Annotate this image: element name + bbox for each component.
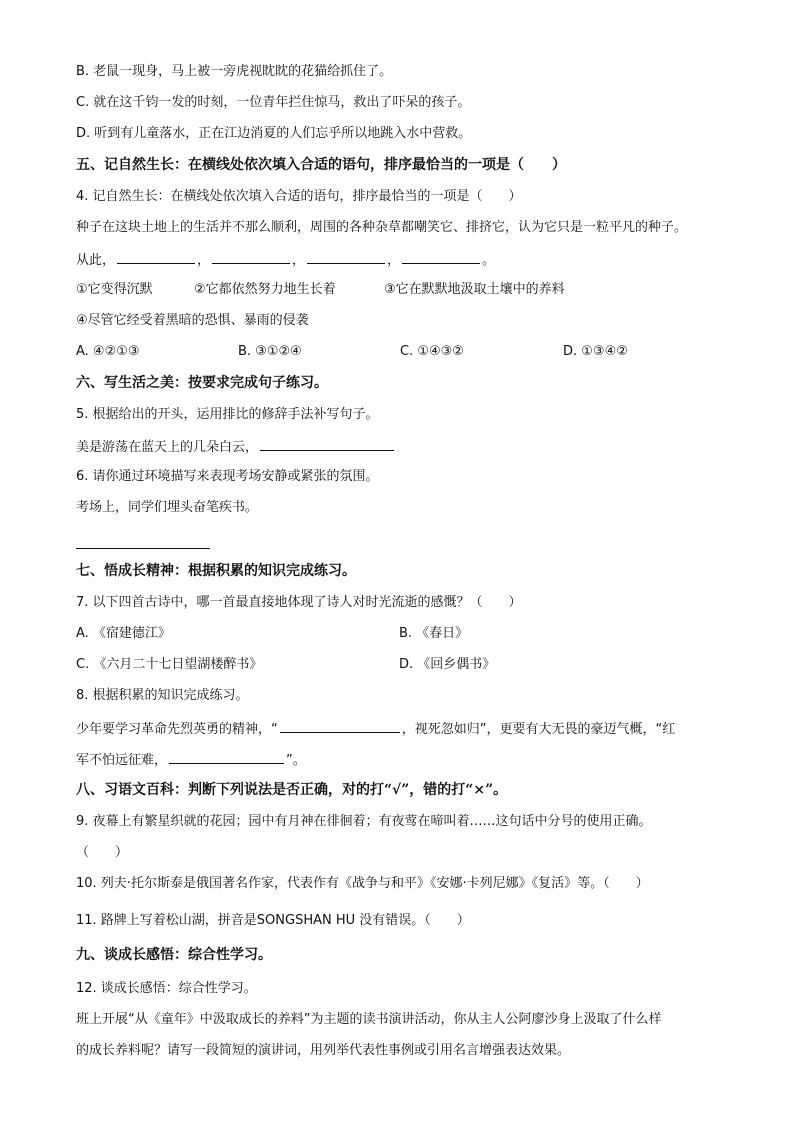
q9-stem: 9. 夜幕上有繁星织就的花园；园中有月神在徘徊着；有夜莺在啼叫着……这句话中分号的使用正确。 — [76, 814, 652, 829]
q8-line-1 — [76, 719, 675, 739]
q4-option-c: C. ①④③② — [400, 344, 464, 359]
q5-line — [76, 437, 396, 457]
q12-stem: 12. 谈成长感悟：综合性学习。 — [76, 981, 257, 996]
q4-from: 从此， — [76, 253, 116, 268]
q9-answer-paren[interactable]: （ ） — [76, 845, 129, 860]
q8-blank-1[interactable] — [280, 719, 400, 733]
q4-blank-2[interactable] — [212, 250, 290, 264]
q7-option-b: B. 《春日》 — [399, 626, 469, 641]
q3-option-b: B. 老鼠一现身，马上被一旁虎视眈眈的花猫给抓住了。 — [76, 64, 393, 79]
q4-blank-4[interactable] — [402, 250, 480, 264]
q4-passage: 种子在这块土地上的生活并不那么顺利，周围的各种杂草都嘲笑它、排挤它，认为它只是一粒平凡的种子。 — [76, 220, 688, 235]
section-8-heading: 八、习语文百科：判断下列说法是否正确，对的打“√”，错的打“×”。 — [76, 782, 508, 798]
q4-comma-1: ， — [197, 253, 211, 268]
q4-item-3: ③它在默默地汲取土壤中的养料 — [384, 282, 565, 297]
q5-stem: 5. 根据给出的开头，运用排比的修辞手法补写句子。 — [76, 407, 379, 422]
q8-text-1: 少年要学习革命先烈英勇的精神，“ — [76, 722, 278, 737]
q6-answer-line[interactable] — [76, 548, 210, 549]
q8-blank-2[interactable] — [169, 750, 284, 764]
q10-stem: 10. 列夫·托尔斯泰是俄国著名作家，代表作有《战争与和平》《安娜·卡列尼娜》《复活》等。（ ） — [76, 876, 649, 891]
q3-option-d: D. 听到有儿童落水，正在江边消夏的人们忘乎所以地跳入水中营救。 — [76, 126, 472, 141]
section-7-heading: 七、悟成长精神：根据积累的知识完成练习。 — [76, 563, 356, 579]
q7-option-a: A. 《宿建德江》 — [76, 626, 171, 641]
q12-text-2: 的成长养料呢？请写一段简短的演讲词，用列举代表性事例或引用名言增强表达效果。 — [76, 1043, 571, 1058]
q8-text-3: 军不怕远征难， — [76, 753, 168, 768]
q8-line-2 — [76, 750, 306, 770]
q4-stem: 4. 记自然生长：在横线处依次填入合适的语句，排序最恰当的一项是（ ） — [76, 189, 522, 204]
q6-text: 考场上，同学们埋头奋笔疾书。 — [76, 500, 259, 515]
q6-stem: 6. 请你通过环境描写来表现考场安静或紧张的氛围。 — [76, 469, 379, 484]
section-6-heading: 六、写生活之美：按要求完成句子练习。 — [76, 375, 328, 391]
section-9-heading: 九、谈成长感悟：综合性学习。 — [76, 947, 272, 963]
q8-text-4: ”。 — [286, 753, 306, 768]
q4-blanks-line — [76, 250, 495, 270]
q4-blank-3[interactable] — [307, 250, 385, 264]
q5-blank[interactable] — [260, 437, 394, 451]
q4-comma-3: ， — [387, 253, 401, 268]
q4-item-2: ②它都依然努力地生长着 — [194, 282, 336, 297]
q7-option-c: C. 《六月二十七日望湖楼醉书》 — [76, 657, 263, 672]
q7-stem: 7. 以下四首古诗中，哪一首最直接地体现了诗人对时光流逝的感慨？（ ） — [76, 595, 522, 610]
q3-option-c: C. 就在这千钧一发的时刻，一位青年拦住惊马，救出了吓呆的孩子。 — [76, 95, 471, 110]
q8-text-2: ，视死忽如归”，更要有大无畏的豪迈气概，“红 — [401, 722, 676, 737]
q11-stem: 11. 路牌上写着松山湖，拼音是SONGSHAN HU 没有错误。（ ） — [76, 913, 470, 928]
q4-blank-1[interactable] — [117, 250, 195, 264]
q4-comma-2: ， — [292, 253, 306, 268]
q5-text: 美是游荡在蓝天上的几朵白云， — [76, 440, 259, 455]
q4-item-1: ①它变得沉默 — [76, 282, 153, 297]
q4-option-a: A. ④②①③ — [76, 344, 140, 359]
q4-item-4: ④尽管它经受着黑暗的恐惧、暴雨的侵袭 — [76, 313, 309, 328]
q4-option-b: B. ③①②④ — [238, 344, 302, 359]
q4-period: 。 — [482, 253, 496, 268]
q8-stem: 8. 根据积累的知识完成练习。 — [76, 688, 249, 703]
q4-option-d: D. ①③④② — [563, 344, 628, 359]
q12-text-1: 班上开展“从《童年》中汲取成长的养料”为主题的读书演讲活动，你从主人公阿廖沙身上汲取了什么样 — [76, 1012, 662, 1027]
q7-option-d: D. 《回乡偶书》 — [399, 657, 496, 672]
section-5-heading: 五、记自然生长：在横线处依次填入合适的语句，排序最恰当的一项是（ ） — [76, 157, 566, 173]
